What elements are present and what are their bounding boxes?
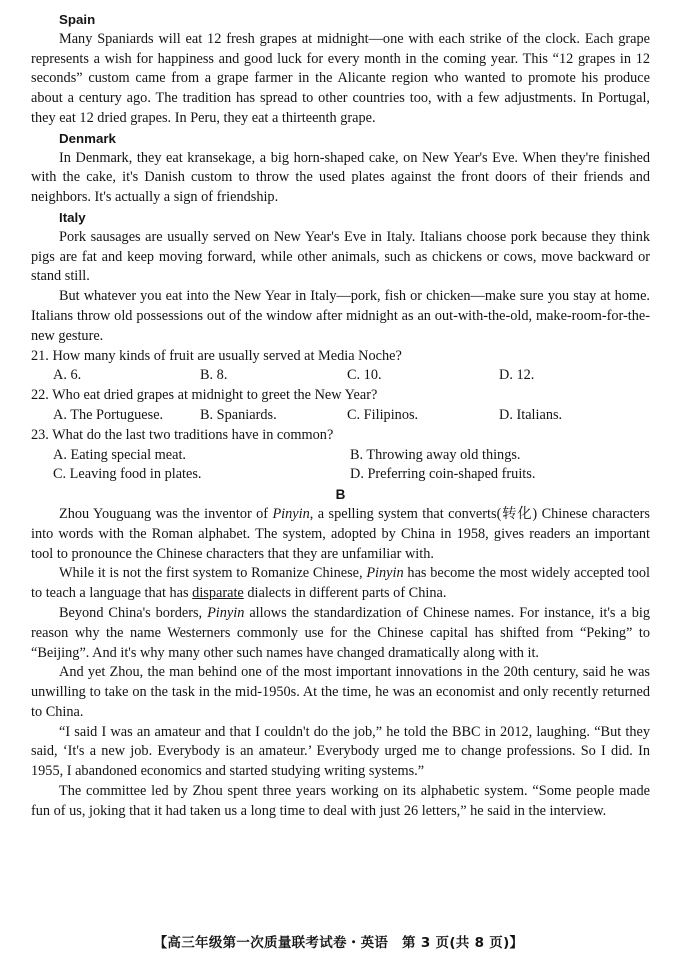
section-heading-spain: Spain [59,12,96,27]
option-b[interactable]: B. Spaniards. [200,406,277,423]
question-23: 23. What do the last two traditions have in common? [31,426,334,443]
question-21-options [31,366,650,386]
option-a[interactable]: A. 6. [53,367,82,384]
option-d[interactable]: D. Preferring coin-shaped fruits. [350,466,536,483]
pinyin-term: Pinyin [207,604,245,621]
option-c[interactable]: C. Filipinos. [347,406,419,423]
question-23-options-row-1 [31,446,650,466]
paragraph-b-2: While it is not the first system to Romanize Chinese, Pinyin has become the most widely accepted tool to teach a language that has disparate dialects in different parts of China. [31,565,650,602]
option-a[interactable]: A. Eating special meat. [53,446,186,463]
paragraph-b-5: “I said I was an amateur and that I couldn't do the job,” he told the BBC in 2012, laughing. “But they said, ‘It's a new job. Everybody is an amateur.’ Everybody urged me to change professions. So I did. In 1955, I abandoned economics and started studying writing systems.” [31,723,650,780]
question-21: 21. How many kinds of fruit are usually served at Media Noche? [31,347,402,364]
question-22-options [31,406,650,426]
paragraph-spain: Many Spaniards will eat 12 fresh grapes at midnight—one with each strike of the clock. Each grape represents a wish for happiness and good luck for every month in the coming year. This “12 grapes in 12 seconds” custom came from a grape farmer in the Alicante region who wanted to promote his produce about a century ago. The tradition has spread to other countries too, with a few adjustments. In Portugal, they eat 12 dried grapes. In Peru, they eat a thirteenth grape. [31,30,650,126]
option-d[interactable]: D. 12. [499,367,535,384]
option-c[interactable]: C. 10. [347,367,382,384]
section-heading-denmark: Denmark [59,130,116,146]
paragraph-denmark: In Denmark, they eat kransekage, a big horn-shaped cake, on New Year's Eve. When they're finished with the cake, it's Danish custom to throw the used plates against the front doors of their friends and neighbors. It's actually a sign of friendship. [31,149,650,206]
pinyin-term: Pinyin [366,565,404,582]
paragraph-b-1: Zhou Youguang was the inventor of Pinyin, a spelling system that converts(转化) Chinese characters into words with the Roman alphabet. The system, adopted by China in 1958, gives readers an important tool to pronounce the Chinese characters that they are unfamiliar with. [31,505,650,562]
pinyin-term: Pinyin [272,505,310,522]
paragraph-b-4: And yet Zhou, the man behind one of the most important innovations in the 20th century, said he was unwilling to take on the task in the mid-1950s. At the time, he was an economist and only recently returned to China. [31,664,650,720]
section-letter-b: B [335,487,346,503]
option-d[interactable]: D. Italians. [499,406,563,423]
option-b[interactable]: B. Throwing away old things. [350,446,521,463]
option-b[interactable]: B. 8. [200,367,228,384]
paragraph-b-3: Beyond China's borders, Pinyin allows the standardization of Chinese names. For instance, it's a big reason why the name Westerners commonly use for the Chinese capital has shifted from “Peking” to “Beijing”. And it's why many other such names have changed dramatically along with it. [31,604,650,661]
underlined-word-disparate: disparate [192,585,244,602]
section-heading-italy: Italy [59,209,86,225]
question-23-options-row-2 [31,465,650,485]
option-a[interactable]: A. The Portuguese. [53,406,164,423]
question-22: 22. Who eat dried grapes at midnight to greet the New Year? [31,387,378,404]
paragraph-italy-2: But whatever you eat into the New Year in Italy—pork, fish or chicken—make sure you stay at home. Italians throw old possessions out of the window after midnight as an out-with-the-old, make-room-for-the-new gesture. [31,288,650,344]
page-footer: 【高三年级第一次质量联考试卷・英语 第 3 页(共 8 页)】 [153,935,524,951]
option-c[interactable]: C. Leaving food in plates. [53,466,202,483]
paragraph-b-6: The committee led by Zhou spent three years working on its alphabetic system. “Some people made fun of us, joking that it had taken us a long time to deal with just 26 letters,” he said in the interview. [31,783,650,819]
paragraph-italy-1: Pork sausages are usually served on New Year's Eve in Italy. Italians choose pork because they think pigs are fat and keep moving forward, while other animals, such as chickens or cows, move backward or stand still. [31,228,650,285]
